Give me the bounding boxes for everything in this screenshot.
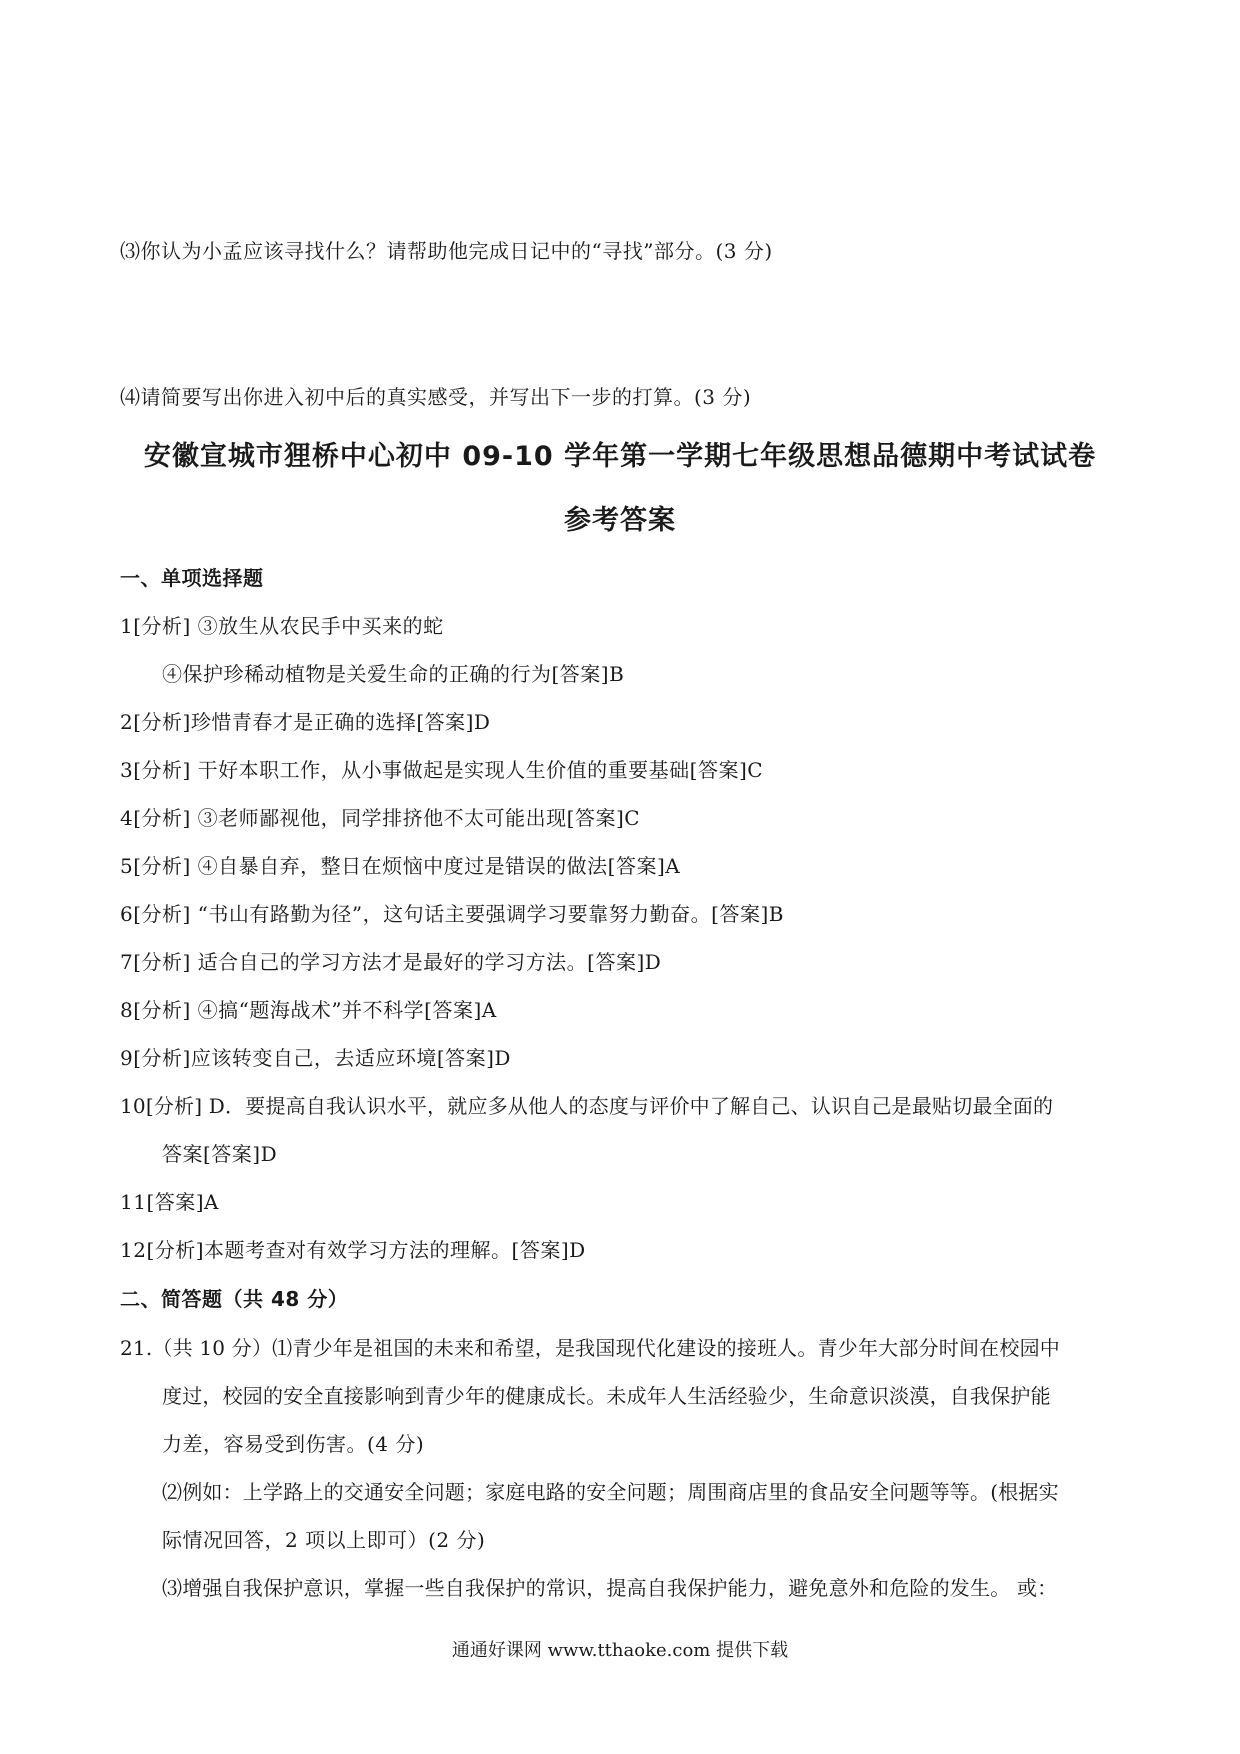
answer-line: 8[分析] ④搞“题海战术”并不科学[答案]A: [120, 998, 497, 1022]
section-1-heading: 一、单项选择题: [120, 566, 264, 590]
answer-line: 力差，容易受到伤害。(4 分): [162, 1432, 425, 1456]
answer-line: 12[分析]本题考查对有效学习方法的理解。[答案]D: [120, 1238, 586, 1262]
answer-line: 答案[答案]D: [162, 1142, 278, 1166]
answer-line: ④保护珍稀动植物是关爱生命的正确的行为[答案]B: [162, 662, 625, 686]
answer-line: 21.（共 10 分）⑴青少年是祖国的未来和希望，是我国现代化建设的接班人。青少年大部分时间在校园中: [120, 1336, 1060, 1360]
answer-line: ⑵例如：上学路上的交通安全问题；家庭电路的安全问题；周围商店里的食品安全问题等等。(根据实: [162, 1480, 1059, 1504]
question-3: ⑶你认为小孟应该寻找什么？请帮助他完成日记中的“寻找”部分。(3 分): [120, 239, 773, 263]
page-footer: 通通好课网 www.tthaoke.com 提供下载: [451, 1640, 789, 1661]
answer-line: 度过，校园的安全直接影响到青少年的健康成长。未成年人生活经验少，生命意识淡漠，自我保护能: [162, 1384, 1051, 1408]
answer-line: 7[分析] 适合自己的学习方法才是最好的学习方法。[答案]D: [120, 950, 662, 974]
answer-line: 2[分析]珍惜青春才是正确的选择[答案]D: [120, 710, 491, 734]
answer-line: ⑶增强自我保护意识，掌握一些自我保护的常识，提高自我保护能力，避免意外和危险的发生。 或：: [162, 1576, 1058, 1600]
answer-line: 3[分析] 干好本职工作，从小事做起是实现人生价值的重要基础[答案]C: [120, 758, 764, 782]
answer-line: 9[分析]应该转变自己，去适应环境[答案]D: [120, 1046, 511, 1070]
answer-line: 4[分析] ③老师鄙视他，同学排挤他不太可能出现[答案]C: [120, 806, 641, 830]
page-subtitle: 参考答案: [564, 505, 676, 536]
answer-line: 5[分析] ④自暴自弃，整日在烦恼中度过是错误的做法[答案]A: [120, 854, 681, 878]
question-4: ⑷请简要写出你进入初中后的真实感受，并写出下一步的打算。(3 分): [120, 385, 752, 409]
answer-line: 1[分析] ③放生从农民手中买来的蛇: [120, 614, 444, 638]
answer-line: 11[答案]A: [120, 1190, 219, 1214]
answer-line: 际情况回答，2 项以上即可）(2 分): [162, 1528, 486, 1552]
page-title: 安徽宣城市狸桥中心初中 09-10 学年第一学期七年级思想品德期中考试试卷: [143, 441, 1097, 472]
answer-line: 10[分析] D．要提高自我认识水平，就应多从他人的态度与评价中了解自己、认识自己是最贴切最全面的: [120, 1094, 1054, 1118]
answer-line: 6[分析] “书山有路勤为径”，这句话主要强调学习要靠努力勤奋。[答案]B: [120, 902, 784, 926]
section-2-heading: 二、简答题（共 48 分）: [120, 1287, 349, 1311]
